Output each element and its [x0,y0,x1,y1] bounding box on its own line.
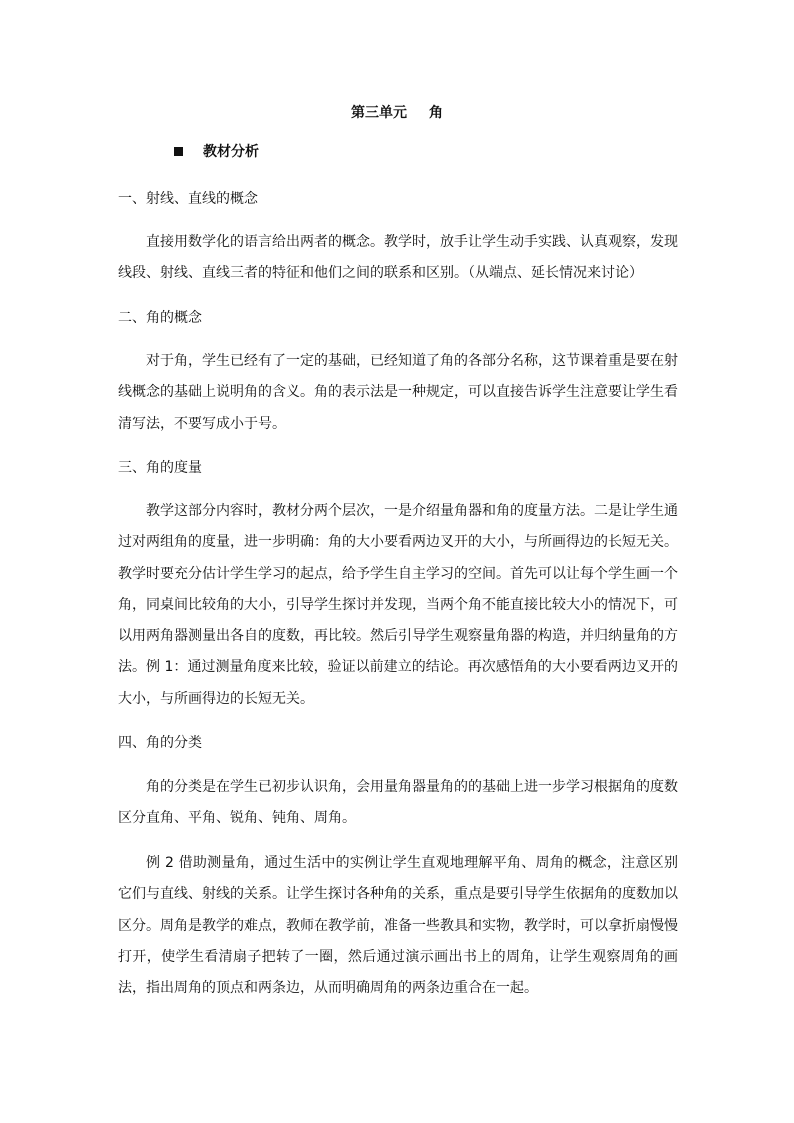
page-title [0,102,794,122]
section-1-paragraph-1: 直接用数学化的语言给出两者的概念。教学时，放手让学生动手实践、认真观察，发现线段、射线、直线三者的特征和他们之间的联系和区别。（从端点、延长情况来讨论） [118,234,678,282]
section-heading-3: 三、角的度量 [118,460,202,476]
section-4-paragraph-2: 例 2 借助测量角，通过生活中的实例让学生直观地理解平角、周角的概念，注意区别它们与直线、射线的关系。让学生探讨各种角的关系，重点是要引导学生依据角的度数加以区分。周角是教学的难点，教师在教学前，准备一些教具和实物，教学时，可以拿折扇慢慢打开，使学生看清扇子把转了一圈，然后通过演示画出书上的周角，让学生观察周角的画法，指出周角的顶点和两条边，从而明确周角的两条边重合在一起。 [118,855,678,997]
section-heading-2: 二、角的概念 [118,310,202,326]
section-2-paragraph-1: 对于角，学生已经有了一定的基础，已经知道了角的各部分名称，这节课着重是要在射线概念的基础上说明角的含义。角的表示法是一种规定，可以直接告诉学生注意要让学生看清写法，不要写成小于号。 [118,353,678,432]
section-heading-1: 一、射线、直线的概念 [118,191,258,207]
subtitle-text: 教材分析 [203,144,259,160]
title-topic: 角 [429,105,443,121]
square-bullet-icon [174,147,183,156]
section-heading-4: 四、角的分类 [118,735,202,751]
section-3-paragraph-1: 教学这部分内容时，教材分两个层次，一是介绍量角器和角的度量方法。二是让学生通过对两组角的度量，进一步明确：角的大小要看两边叉开的大小，与所画得边的长短无关。教学时要充分估计学生学习的起点，给予学生自主学习的空间。首先可以让每个学生画一个角，同桌间比较角的大小，引导学生探讨并发现，当两个角不能直接比较大小的情况下，可以用两角器测量出各自的度数，再比较。然后引导学生观察量角器的构造，并归纳量角的方法。例 1：通过测量角度来比较，验证以前建立的结论。再次感悟角的大小要看两边叉开的大小，与所画得边的长短无关。 [118,503,678,707]
section-subtitle [174,141,259,161]
section-4-paragraph-1: 角的分类是在学生已初步认识角，会用量角器量角的的基础上进一步学习根据角的度数区分直角、平角、锐角、钝角、周角。 [118,779,678,827]
title-unit: 第三单元 [351,105,407,121]
